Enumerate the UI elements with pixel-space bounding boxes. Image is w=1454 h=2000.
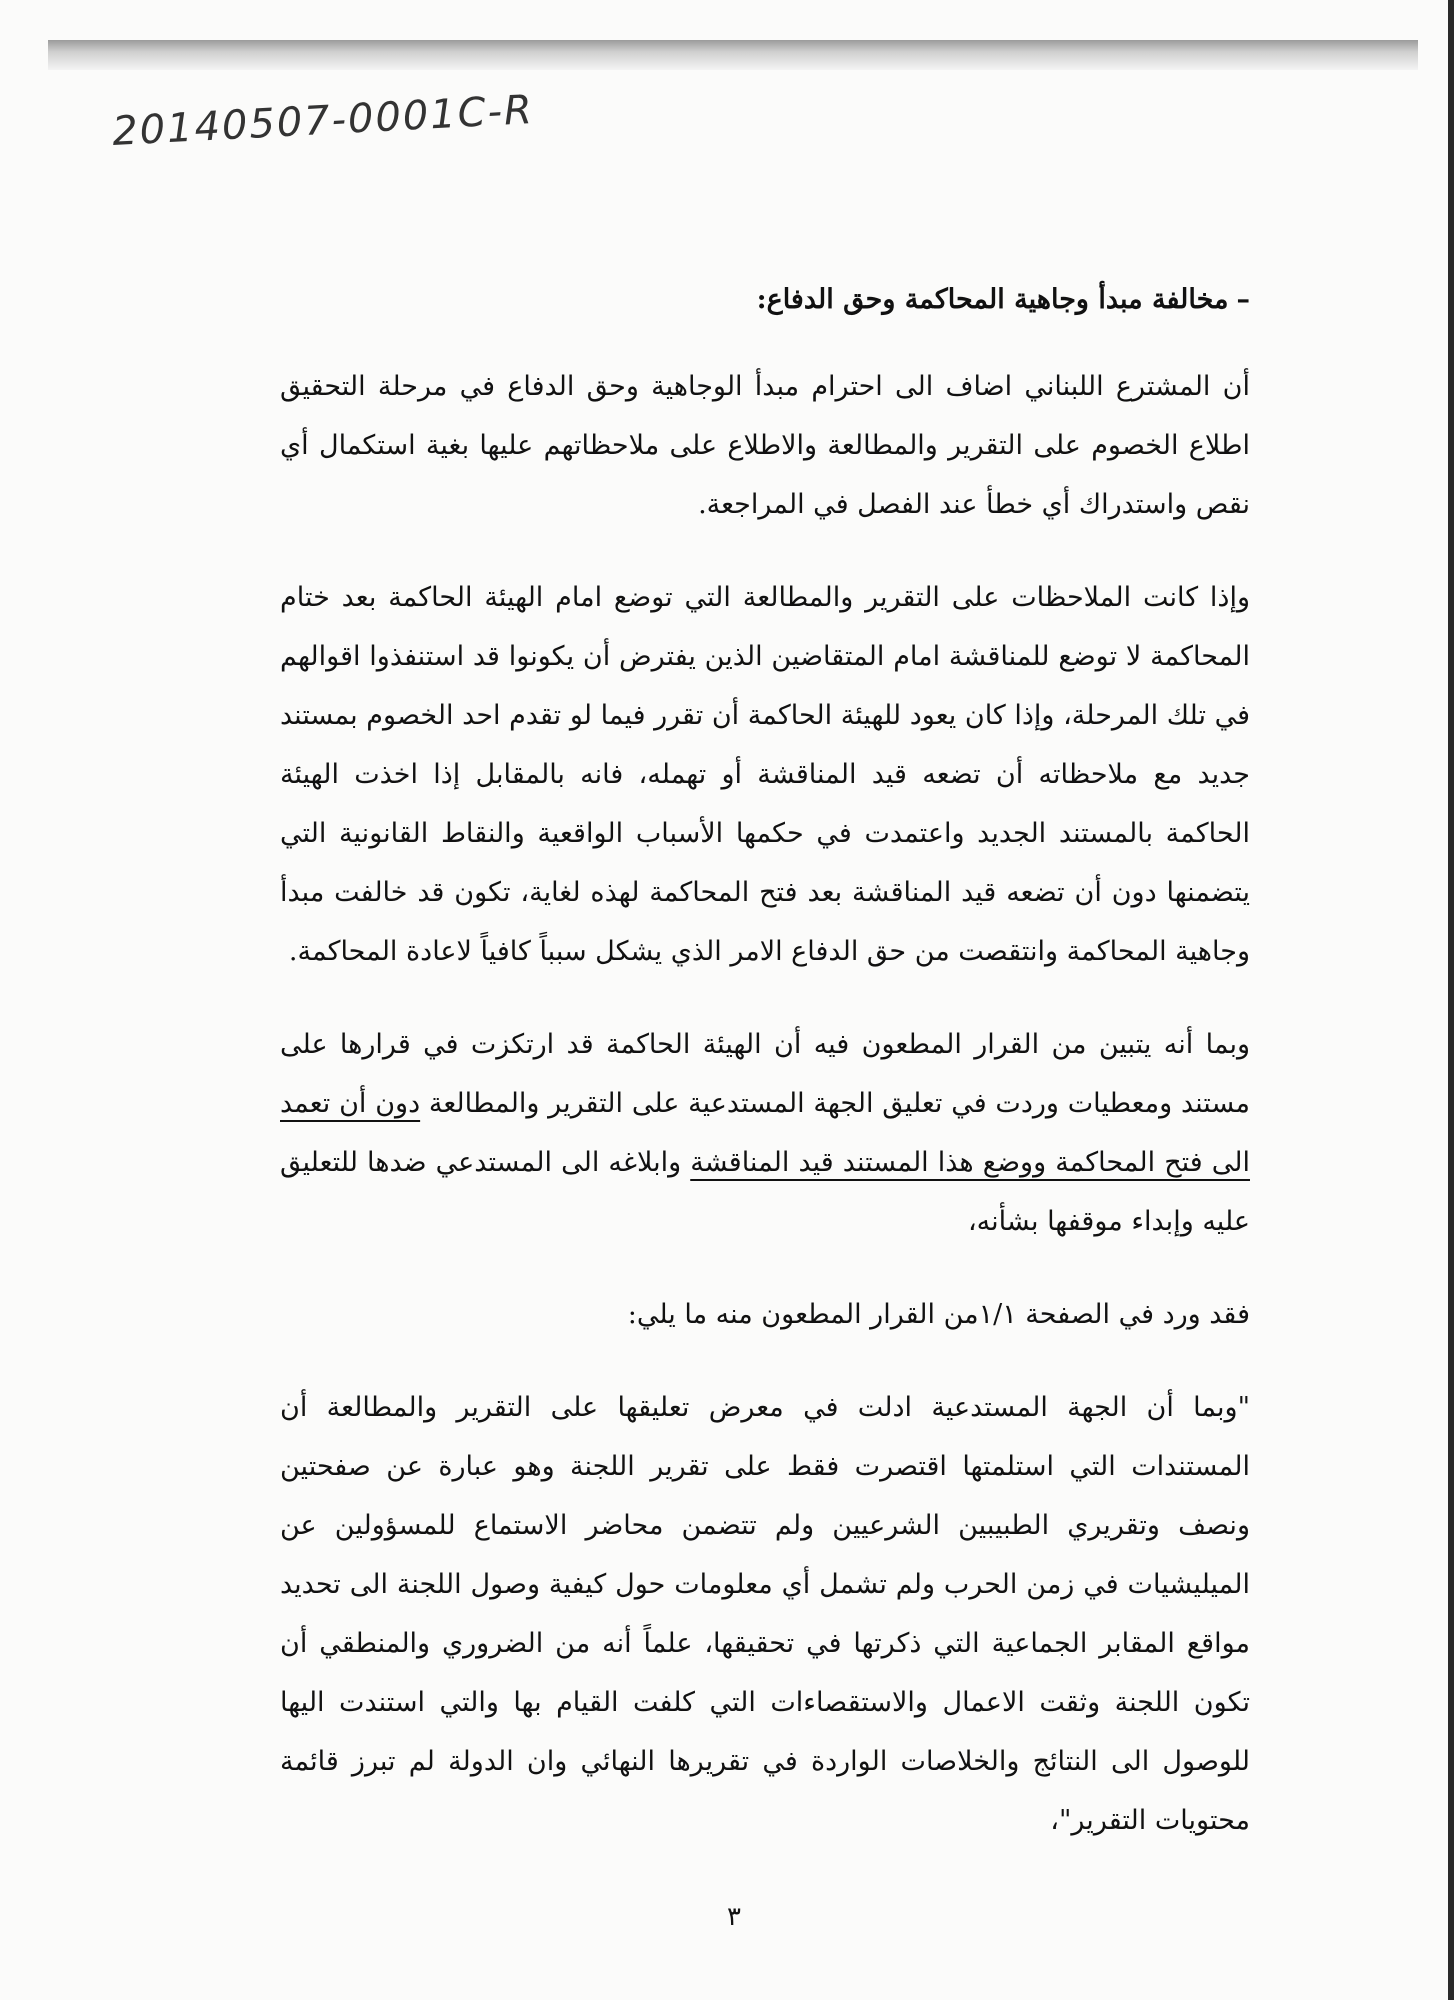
heading-dash: – [1236,284,1250,315]
section-heading [280,270,1250,329]
paragraph-3-start: وبما أنه يتبين من القرار المطعون فيه أن الهيئة الحاكمة قد ارتكزت في قرارها على مستند ومعطيات وردت في تعليق الجهة المستدعية على التقرير والمطالعة [280,1029,1250,1119]
scan-edge-shadow [48,40,1418,70]
paragraph-3 [280,1015,1250,1251]
document-body [280,270,1250,1884]
paragraph-3-end: وابلاغه الى المستدعي ضدها للتعليق عليه وإبداء موقفها بشأنه، [280,1147,1250,1237]
paragraph-3-underlined: دون أن تعمد الى فتح المحاكمة ووضع هذا المستند قيد المناقشة [280,1088,1250,1178]
handwritten-reference-number: 20140507-0001C-R [111,86,535,156]
section-heading-text: مخالفة مبدأ وجاهية المحاكمة وحق الدفاع: [756,284,1229,315]
paragraph-5-quote: "وبما أن الجهة المستدعية ادلت في معرض تعليقها على التقرير والمطالعة أن المستندات التي استلمتها اقتصرت فقط على تقرير اللجنة وهو عبارة عن صفحتين ونصف وتقريري الطبيبين الشرعيين ولم تتضمن محاضر الاستماع للمسؤولين عن الميليشيات في زمن الحرب ولم تشمل أي معلومات حول كيفية وصول اللجنة الى تحديد مواقع المقابر الجماعية التي ذكرتها في تحقيقها، علماً أنه من الضروري والمنطقي أن تكون اللجنة وثقت الاعمال والاستقصاءات التي كلفت القيام بها والتي استندت اليها للوصول الى النتائج والخلاصات الواردة في تقريرها النهائي وان الدولة لم تبرز قائمة محتويات التقرير"، [280,1392,1250,1836]
scan-edge-border [1448,0,1454,2000]
paragraph-4: فقد ورد في الصفحة ١/١من القرار المطعون منه ما يلي: [627,1299,1250,1330]
page-number: ٣ [727,1902,741,1932]
paragraph-1: أن المشترع اللبناني اضاف الى احترام مبدأ الوجاهية وحق الدفاع في مرحلة التحقيق اطلاع الخصوم على التقرير والمطالعة والاطلاع على ملاحظاتهم عليها بغية استكمال أي نقص واستدراك أي خطأ عند الفصل في المراجعة. [280,371,1250,520]
paragraph-2: وإذا كانت الملاحظات على التقرير والمطالعة التي توضع امام الهيئة الحاكمة بعد ختام المحاكمة لا توضع للمناقشة امام المتقاضين الذين يفترض أن يكونوا قد استنفذوا اقوالهم في تلك المرحلة، وإذا كان يعود للهيئة الحاكمة أن تقرر فيما لو تقدم احد الخصوم بمستند جديد مع ملاحظاته أن تضعه قيد المناقشة أو تهمله، فانه بالمقابل إذا اخذت الهيئة الحاكمة بالمستند الجديد واعتمدت في حكمها الأسباب الواقعية والنقاط القانونية التي يتضمنها دون أن تضعه قيد المناقشة بعد فتح المحاكمة لهذه لغاية، تكون قد خالفت مبدأ وجاهية المحاكمة وانتقصت من حق الدفاع الامر الذي يشكل سبباً كافياً لاعادة المحاكمة. [280,582,1250,967]
